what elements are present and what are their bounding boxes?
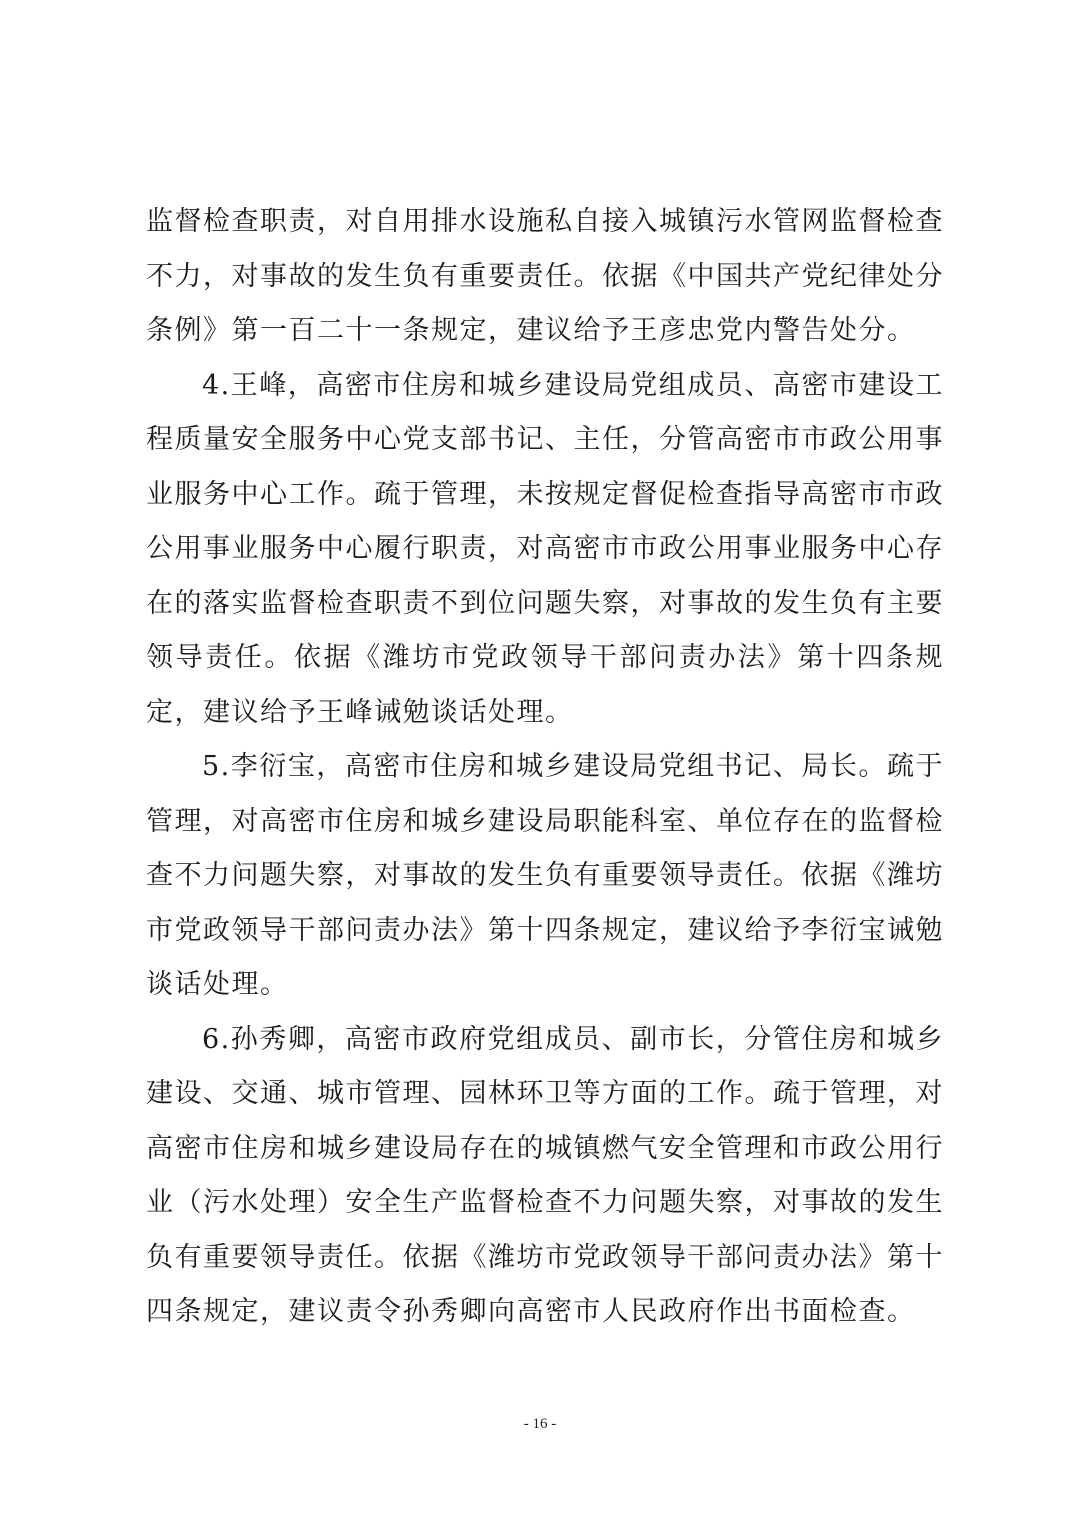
paragraph-item-4: 4.王峰，高密市住房和城乡建设局党组成员、高密市建设工程质量安全服务中心党支部书记、主任，分管高密市市政公用事业服务中心工作。疏于管理，未按规定督促检查指导高密市市政公用事业服务中心履行职责，对高密市市政公用事业服务中心存在的落实监督检查职责不到位问题失察，对事故的发生负有主要领导责任。依据《潍坊市党政领导干部问责办法》第十四条规定，建议给予王峰诫勉谈话处理。 [146, 369, 944, 728]
paragraph-item-6: 6.孙秀卿，高密市政府党组成员、副市长，分管住房和城乡建设、交通、城市管理、园林环卫等方面的工作。疏于管理，对高密市住房和城乡建设局存在的城镇燃气安全管理和市政公用行业（污水处理）安全生产监督检查不力问题失察，对事故的发生负有重要领导责任。依据《潍坊市党政领导干部问责办法》第十四条规定，建议责令孙秀卿向高密市人民政府作出书面检查。 [146, 1023, 944, 1327]
paragraph-continuation: 监督检查职责，对自用排水设施私自接入城镇污水管网监督检查不力，对事故的发生负有重要责任。依据《中国共产党纪律处分条例》第一百二十一条规定，建议给予王彦忠党内警告处分。 [146, 206, 944, 346]
body-text [146, 195, 944, 1340]
paragraph-item-5: 5.李衍宝，高密市住房和城乡建设局党组书记、局长。疏于管理，对高密市住房和城乡建设局职能科室、单位存在的监督检查不力问题失察，对事故的发生负有重要领导责任。依据《潍坊市党政领导干部问责办法》第十四条规定，建议给予李衍宝诫勉谈话处理。 [146, 751, 944, 1000]
page-number: - 16 - [523, 1416, 557, 1432]
